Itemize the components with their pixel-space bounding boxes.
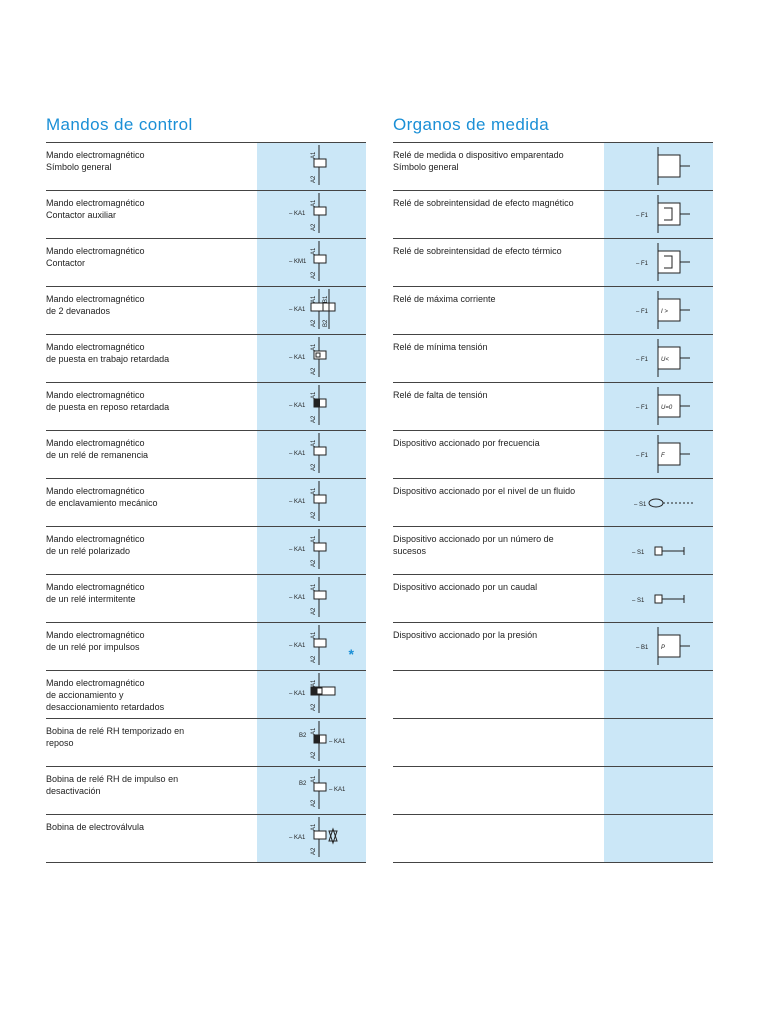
note-asterisk: * — [348, 646, 354, 662]
coil-box — [314, 255, 326, 263]
reference-tag: – S1 — [632, 550, 645, 556]
symbol-description: Mando electromagnético de accionamiento y desaccionamiento retardados — [46, 678, 165, 712]
symbol-table — [393, 142, 713, 863]
symbol-cell — [604, 767, 713, 814]
table-row — [393, 287, 713, 335]
terminal-a1: A1 — [311, 439, 318, 447]
symbol-description: Mando electromagnético Símbolo general — [46, 150, 145, 172]
table-row — [46, 575, 366, 623]
function-glyph: I > — [661, 309, 669, 315]
terminal-a2: A2 — [311, 223, 318, 231]
symbol-drawing — [604, 527, 714, 574]
symbol-drawing — [604, 383, 714, 430]
fluid-sensor — [649, 499, 663, 507]
symbol-cell — [257, 431, 366, 478]
symbol-cell — [604, 431, 713, 478]
terminal-a1: A1 — [311, 535, 318, 543]
symbol-description: Mando electromagnético de 2 devanados — [46, 294, 145, 316]
symbol-cell — [257, 767, 366, 814]
reference-tag-2: B2 — [299, 781, 307, 787]
coil-box — [314, 591, 326, 599]
reference-tag: – F1 — [636, 405, 649, 411]
measure-box — [658, 251, 680, 273]
reference-tag: – KA1 — [289, 355, 306, 361]
symbol-description — [393, 815, 604, 862]
symbol-cell — [604, 239, 713, 286]
coil-fill — [314, 735, 320, 743]
symbol-cell — [257, 287, 366, 334]
terminal-a2: A2 — [311, 799, 318, 807]
reference-tag: – S1 — [634, 502, 647, 508]
reference-tag: – KA1 — [289, 307, 306, 313]
symbol-cell — [257, 479, 366, 526]
measure-box — [658, 155, 680, 177]
symbol-cell — [257, 191, 366, 238]
section-title: Mandos de control — [46, 115, 193, 134]
symbol-cell — [257, 623, 366, 670]
symbol-drawing — [257, 287, 367, 334]
section-mandos-de-control — [46, 112, 366, 863]
reference-tag: – KA1 — [289, 691, 306, 697]
table-row — [393, 335, 713, 383]
function-glyph: U=0 — [661, 405, 673, 411]
section-organos-de-medida — [393, 112, 713, 863]
reference-tag: – KA1 — [289, 451, 306, 457]
symbol-cell — [604, 479, 713, 526]
table-row — [393, 719, 713, 767]
reference-tag: – KA1 — [289, 595, 306, 601]
symbol-description: Relé de máxima corriente — [393, 294, 496, 304]
table-row — [46, 335, 366, 383]
symbol-description: Mando electromagnético Contactor auxiliar — [46, 198, 145, 220]
symbol-description: Dispositivo accionado por un caudal — [393, 582, 538, 592]
symbol-description: Dispositivo accionado por un número de sucesos — [393, 534, 554, 556]
section-title: Organos de medida — [393, 115, 550, 134]
symbol-description — [393, 671, 604, 718]
symbol-description: Bobina de relé RH de impulso en desactivación — [46, 774, 179, 796]
symbol-cell — [257, 527, 366, 574]
coil-box — [314, 831, 326, 839]
symbol-cell — [604, 527, 713, 574]
terminal-a2: A2 — [311, 415, 318, 423]
reference-tag: – F1 — [636, 213, 649, 219]
symbol-cell — [257, 671, 366, 718]
reference-tag: – S1 — [632, 598, 645, 604]
symbol-drawing — [604, 767, 714, 814]
symbol-cell — [257, 239, 366, 286]
terminal-a1: A1 — [311, 823, 318, 831]
coil-box — [314, 159, 326, 167]
table-row — [46, 719, 366, 767]
symbol-description: Dispositivo accionado por frecuencia — [393, 438, 540, 448]
table-row — [46, 239, 366, 287]
symbol-drawing — [604, 575, 714, 622]
reference-tag: – F1 — [636, 357, 649, 363]
table-row — [46, 287, 366, 335]
symbol-description: Mando electromagnético de un relé de remanencia — [46, 438, 149, 460]
symbol-cell — [257, 719, 366, 766]
symbol-cell — [257, 575, 366, 622]
terminal-a2: A2 — [311, 319, 318, 327]
reference-tag-2: B2 — [299, 733, 307, 739]
terminal-a1: A1 — [311, 727, 318, 735]
reference-tag: – F1 — [636, 453, 649, 459]
terminal-a1: A1 — [311, 775, 318, 783]
symbol-drawing — [604, 335, 714, 382]
symbol-cell — [257, 383, 366, 430]
terminal-a2: A2 — [311, 847, 318, 855]
terminal-b1: B1 — [323, 295, 330, 303]
reference-tag: – F1 — [636, 261, 649, 267]
terminal-a1: A1 — [311, 631, 318, 639]
coil-fill — [314, 399, 320, 407]
reference-tag: – KA1 — [329, 739, 346, 745]
symbol-cell — [604, 671, 713, 718]
reference-tag: – KA1 — [289, 547, 306, 553]
table-row — [393, 431, 713, 479]
table-row — [393, 383, 713, 431]
symbol-table — [46, 142, 366, 863]
symbol-cell — [604, 623, 713, 670]
coil-box — [314, 543, 326, 551]
symbol-cell — [257, 143, 366, 190]
symbol-description: Relé de mínima tensión — [393, 342, 488, 352]
table-row — [46, 143, 366, 191]
terminal-a2: A2 — [311, 655, 318, 663]
symbol-description: Mando electromagnético de enclavamiento mecánico — [46, 486, 158, 508]
symbol-drawing — [604, 479, 714, 526]
table-row — [393, 623, 713, 671]
terminal-a1: A1 — [311, 583, 318, 591]
symbol-drawing — [604, 719, 714, 766]
symbol-description: Dispositivo accionado por la presión — [393, 630, 538, 640]
symbol-drawing — [257, 479, 367, 526]
table-row — [393, 527, 713, 575]
terminal-a2: A2 — [311, 463, 318, 471]
symbol-drawing — [257, 719, 367, 766]
terminal-a2: A2 — [311, 559, 318, 567]
symbol-description: Relé de falta de tensión — [393, 390, 488, 400]
terminal-a2: A2 — [311, 175, 318, 183]
reference-tag: – KA1 — [289, 835, 306, 841]
table-row — [46, 815, 366, 863]
terminal-a1: A1 — [311, 391, 318, 399]
symbol-description: Bobina de relé RH temporizado en reposo — [46, 726, 185, 748]
table-row — [46, 383, 366, 431]
terminal-a1: A1 — [311, 487, 318, 495]
symbol-drawing — [257, 239, 367, 286]
symbol-drawing — [257, 575, 367, 622]
table-row — [393, 767, 713, 815]
symbol-description: Mando electromagnético de puesta en reposo retardada — [46, 390, 170, 412]
function-glyph: F — [661, 453, 666, 459]
symbol-description: Relé de sobreintensidad de efecto térmico — [393, 246, 562, 256]
delay-mark — [311, 687, 317, 695]
coil-box — [314, 207, 326, 215]
table-row — [46, 623, 366, 671]
terminal-a2: A2 — [311, 367, 318, 375]
symbol-cell — [604, 287, 713, 334]
symbol-cell — [604, 815, 713, 862]
symbol-cell — [604, 335, 713, 382]
symbol-cell — [257, 815, 366, 862]
terminal-a1: A1 — [311, 295, 318, 303]
terminal-a2: A2 — [311, 607, 318, 615]
coil-box — [314, 447, 326, 455]
table-row — [393, 479, 713, 527]
terminal-a1: A1 — [311, 247, 318, 255]
symbol-cell — [604, 143, 713, 190]
symbol-description: Mando electromagnético Contactor — [46, 246, 145, 268]
symbol-drawing — [257, 383, 367, 430]
symbol-cell — [257, 335, 366, 382]
reference-tag: – KA1 — [289, 499, 306, 505]
terminal-a1: A1 — [311, 151, 318, 159]
symbol-drawing — [257, 143, 367, 190]
symbol-description: Relé de sobreintensidad de efecto magnético — [393, 198, 574, 208]
symbol-description: Mando electromagnético de un relé por impulsos — [46, 630, 145, 652]
sensor-box — [655, 595, 662, 603]
symbol-drawing — [257, 335, 367, 382]
symbol-drawing — [604, 191, 714, 238]
delay-mark-2 — [317, 688, 322, 694]
symbol-description: Mando electromagnético de puesta en trabajo retardada — [46, 342, 170, 364]
symbol-drawing — [257, 767, 367, 814]
symbol-description: Relé de medida o dispositivo emparentado Símbolo general — [393, 150, 564, 172]
table-row — [46, 191, 366, 239]
symbol-description — [393, 719, 604, 766]
coil-box — [314, 495, 326, 503]
symbol-description: Mando electromagnético de un relé intermitente — [46, 582, 145, 604]
reference-tag: – KA1 — [289, 643, 306, 649]
symbol-drawing — [257, 671, 367, 718]
table-row — [393, 191, 713, 239]
symbol-description: Bobina de electroválvula — [46, 822, 145, 832]
symbol-cell — [604, 191, 713, 238]
symbol-cell — [604, 383, 713, 430]
coil-box — [314, 639, 326, 647]
table-row — [393, 143, 713, 191]
function-glyph: U< — [661, 357, 670, 363]
symbol-cell — [604, 575, 713, 622]
terminal-a2: A2 — [311, 511, 318, 519]
terminal-a1: A1 — [311, 199, 318, 207]
table-row — [46, 767, 366, 815]
symbol-drawing — [604, 431, 714, 478]
table-row — [46, 479, 366, 527]
symbol-drawing — [604, 623, 714, 670]
symbol-drawing — [604, 815, 714, 862]
coil-box — [314, 783, 326, 791]
table-row — [46, 671, 366, 719]
terminal-a2: A2 — [311, 751, 318, 759]
table-row — [46, 527, 366, 575]
terminal-b2: B2 — [323, 319, 330, 327]
symbol-drawing — [604, 671, 714, 718]
symbol-description: Dispositivo accionado por el nivel de un fluido — [393, 486, 576, 496]
symbol-cell — [604, 719, 713, 766]
reference-tag: – KA1 — [329, 787, 346, 793]
symbol-drawing — [257, 527, 367, 574]
terminal-a1: A1 — [311, 343, 318, 351]
symbol-drawing — [257, 815, 367, 862]
table-row — [393, 815, 713, 863]
terminal-a2: A2 — [311, 271, 318, 279]
symbol-drawing — [257, 191, 367, 238]
sensor-box — [655, 547, 662, 555]
reference-tag: – F1 — [636, 309, 649, 315]
reference-tag: – KA1 — [289, 211, 306, 217]
terminal-a2: A2 — [311, 703, 318, 711]
symbol-drawing — [257, 431, 367, 478]
symbol-drawing — [604, 143, 714, 190]
symbol-drawing — [604, 239, 714, 286]
reference-tag: – KA1 — [289, 403, 306, 409]
reference-tag: – KM1 — [289, 259, 307, 265]
table-row — [46, 431, 366, 479]
reference-tag: – B1 — [636, 645, 649, 651]
table-row — [393, 239, 713, 287]
table-row — [393, 671, 713, 719]
table-row — [393, 575, 713, 623]
function-glyph: P — [661, 645, 666, 651]
measure-box — [658, 203, 680, 225]
symbol-description: Mando electromagnético de un relé polarizado — [46, 534, 145, 556]
terminal-a1: A1 — [311, 679, 318, 687]
symbol-drawing — [604, 287, 714, 334]
symbol-description — [393, 767, 604, 814]
